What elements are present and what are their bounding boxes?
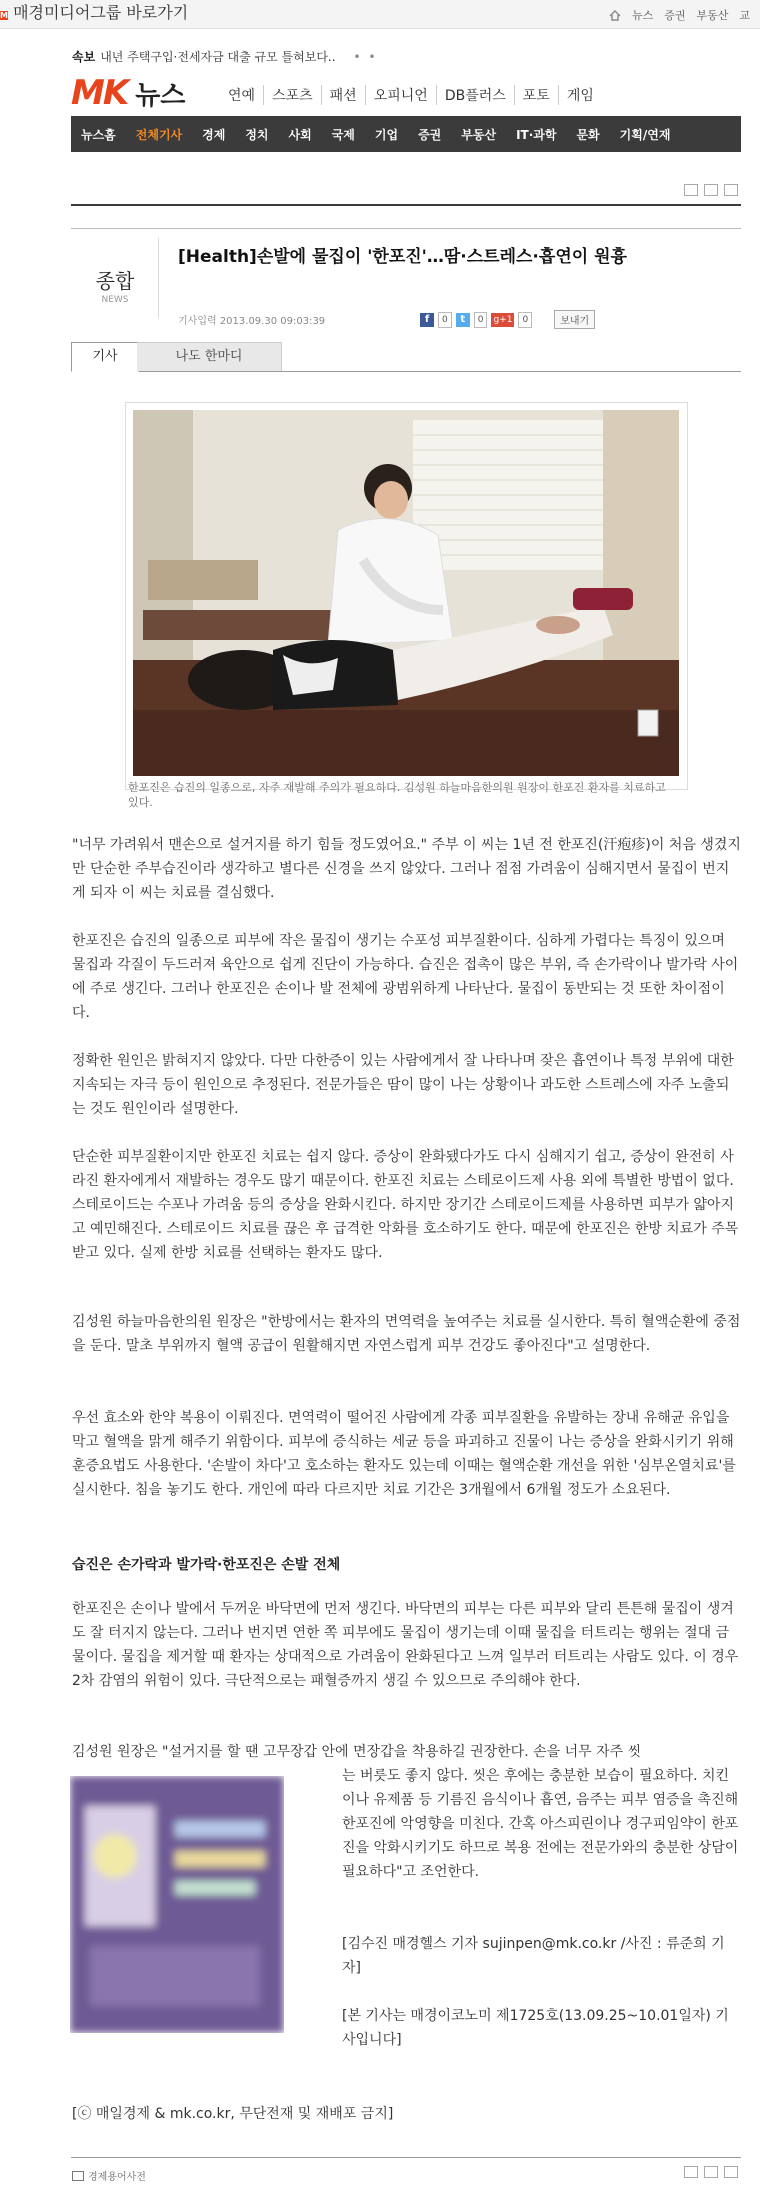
advertisement-image xyxy=(70,1776,284,2033)
dictionary-link[interactable] xyxy=(72,2168,146,2183)
article-source-note: [본 기사는 매경이코노미 제1725호(13.09.25~10.01일자) 기사입니다] xyxy=(342,2008,729,2048)
mainnav-item[interactable]: 국제 xyxy=(331,127,355,142)
mainnav-item[interactable]: 정치 xyxy=(245,127,269,142)
subnav-item[interactable]: 오피니언 xyxy=(365,85,436,105)
paragraph-6: 우선 효소와 한약 복용이 이뤄진다. 면역력이 떨어진 사람에게 각종 피부질환을 유발하는 장내 유해균 유입을 막고 혈액을 맑게 해주기 위함이다. 피부에 증식하는 세균 등을 파괴하고 진물이 나는 증상을 완화시키기 위해 훈증요법도 사용한다. '손발이 차다'고 호소하는 환자도 있는데 이때는 혈액순환 개선을 위한 '심부온열치료'를 실시한다. 침을 놓기도 한다. 개인에 따라 다르지만 치료 기간은 3개월에서 6개월 정도가 소요된다. xyxy=(72,1410,736,1498)
paragraph-5: 김성원 하늘마음한의원 원장은 "한방에서는 환자의 면역력을 높여주는 치료를 실시한다. 특히 혈액순환에 중점을 둔다. 말초 부위까지 혈액 공급이 원활해지면 자연스럽게 피부 건강도 좋아진다"고 설명한다. xyxy=(72,1314,741,1354)
treatment-scene-image xyxy=(133,410,679,776)
article-tools xyxy=(684,184,738,196)
advertisement-banner[interactable] xyxy=(70,1776,284,2033)
paragraph-3: 정확한 원인은 밝혀지지 않았다. 다만 다한증이 있는 사람에게서 잘 나타나며 잦은 흡연이나 특정 부위에 대한 지속되는 자극 등이 원인으로 추정된다. 전문가들은 땀이 많이 나는 상황이나 과도한 스트레스에 자주 노출되는 것도 원인이라 설명한다. xyxy=(72,1053,734,1117)
divider-thin xyxy=(71,228,741,229)
tab-article[interactable]: 기사 xyxy=(71,342,139,372)
main-nav xyxy=(71,116,741,152)
subnav-item[interactable]: 게임 xyxy=(558,85,602,105)
send-button[interactable]: 보내기 xyxy=(554,310,595,329)
mainnav-item[interactable]: 경제 xyxy=(202,127,226,142)
document-icon[interactable] xyxy=(724,2166,738,2178)
dictionary-link-label: 경제용어사전 xyxy=(88,2172,146,2183)
toplink-realestate[interactable]: 부동산 xyxy=(696,9,729,22)
paragraph-1: "너무 가려워서 맨손으로 설거지를 하기 힘들 정도였어요." 주부 이 씨는 1년 전 한포진(汗疱疹)이 처음 생겼지만 단순한 주부습진이라 생각하고 별다른 신경을 쓰지 않았다. 그러나 점점 가려움이 심해지면서 물집이 번지게 되자 이 씨는 치료를 결심했다. xyxy=(72,837,741,901)
print-icon[interactable] xyxy=(684,2166,698,2178)
top-utility-content xyxy=(0,0,760,28)
article-tabs xyxy=(71,342,741,372)
mainnav-item[interactable]: 기업 xyxy=(374,127,399,142)
mainnav-item[interactable]: 사회 xyxy=(288,127,312,142)
copyright-notice: [ⓒ 매일경제 & mk.co.kr, 무단전재 및 재배포 금지] xyxy=(72,2106,394,2122)
email-icon[interactable] xyxy=(704,2166,718,2178)
twitter-icon[interactable]: t xyxy=(456,313,470,327)
mainnav-item[interactable]: IT·과학 xyxy=(516,127,557,142)
facebook-count: 0 xyxy=(438,312,452,328)
article-byline: [김수진 매경헬스 기자 sujinpen@mk.co.kr /사진 : 류준희 기자] xyxy=(342,1936,725,1976)
mainnav-item-active[interactable]: 전체기사 xyxy=(135,127,183,142)
subnav-item[interactable]: 패션 xyxy=(321,85,365,105)
group-link[interactable] xyxy=(0,0,188,23)
toplink-stock[interactable]: 증권 xyxy=(664,9,686,22)
email-icon[interactable] xyxy=(704,184,718,196)
footer-divider xyxy=(71,2157,741,2158)
mainnav-item[interactable]: 증권 xyxy=(418,127,442,142)
tab-comments[interactable]: 나도 한마디 xyxy=(137,342,282,371)
mainnav-item[interactable]: 부동산 xyxy=(461,127,497,142)
breaking-text: 내년 주택구입·전세자금 대출 규모 틀혀보다.. xyxy=(100,50,336,64)
logo-news: 뉴스 xyxy=(135,81,186,111)
toplink-news[interactable]: 뉴스 xyxy=(631,9,654,22)
breaking-label: 속보 xyxy=(72,50,96,64)
subnav-item[interactable]: 연예 xyxy=(228,88,256,104)
mainnav-item[interactable]: 문화 xyxy=(576,127,600,142)
section-label: 종합 xyxy=(95,269,135,293)
group-link-label: 매경미디어그룹 바로가기 xyxy=(13,3,189,22)
mainnav-item[interactable]: 뉴스홈 xyxy=(81,127,116,142)
print-icon[interactable] xyxy=(684,184,698,196)
document-icon[interactable] xyxy=(724,184,738,196)
home-icon[interactable] xyxy=(609,10,621,21)
photo-caption: 한포진은 습진의 일종으로, 자주 재발해 주의가 필요하다. 김성원 하늘마음한의원 원장이 한포진 환자를 치료하고 있다. xyxy=(128,781,666,809)
toplink-more[interactable]: 교 xyxy=(739,9,750,22)
header-divider xyxy=(158,238,159,318)
paragraph-2: 한포진은 습진의 일종으로 피부에 작은 물집이 생기는 수포성 피부질환이다. 심하게 가렵다는 특징이 있으며 물집과 각질이 두드러져 육안으로 쉽게 진단이 가능하다. 습진은 접촉이 많은 부위, 즉 손가락이나 발가락 사이에 주로 생긴다. 그러나 한포진은 손이나 발 전체에 광범위하게 나타난다. 물집이 동반되는 것 또한 차이점이다. xyxy=(72,933,739,1021)
dictionary-icon xyxy=(72,2171,84,2181)
site-logo[interactable] xyxy=(71,73,186,113)
article-headline: [Health]손발에 물집이 '한포진'…땀·스트레스·흡연이 원흉 xyxy=(178,247,627,267)
social-share xyxy=(420,310,595,329)
paragraph-7: 한포진은 손이나 발에서 두꺼운 바닥면에 먼저 생긴다. 바닥면의 피부는 다른 피부와 달리 튼튼해 물집이 생겨도 잘 터지지 않는다. 그러나 번지면 연한 쪽 피부에도 물집이 생기는데 이때 물집을 터트리는 행위는 절대 금물이다. 물집을 제거할 때 환자는 상대적으로 가려움이 완화된다고 느껴 일부러 터트리는 사람도 있다. 이 경우 2차 감염의 위험이 있다. 극단적으로는 패혈증까지 생길 수 있으므로 주의해야 한다. xyxy=(72,1601,739,1689)
logo-mk: MK xyxy=(71,73,128,113)
twitter-count: 0 xyxy=(474,312,488,328)
subnav-item[interactable]: 스포츠 xyxy=(263,85,321,105)
divider-thick xyxy=(71,204,741,206)
mainnav-item[interactable]: 기획/연재 xyxy=(619,127,671,142)
gplus-icon[interactable]: g+1 xyxy=(493,314,513,325)
article-photo xyxy=(133,410,679,776)
sub-nav xyxy=(228,85,602,105)
top-links xyxy=(609,7,750,23)
breaking-news[interactable] xyxy=(72,48,378,65)
article-subheading: 습진은 손가락과 발가락·한포진은 손발 전체 xyxy=(72,1557,341,1573)
article-date: 기사입력 2013.09.30 09:03:39 xyxy=(178,316,326,327)
mk-mini-logo-icon: M xyxy=(0,11,8,20)
gplus-count: 0 xyxy=(518,312,532,328)
paragraph-8-rest: 는 버릇도 좋지 않다. 씻은 후에는 충분한 보습이 필요하다. 치킨이나 유제품 등 기름진 음식이나 흡연, 음주는 피부 염증을 촉진해 한포진에 악영향을 미친다. 간혹 아스피린이나 경구피임약이 한포진을 악화시키기도 하므로 복용 전에는 전문가와의 충분한 상담이 필요하다"고 조언한다. xyxy=(342,1768,739,1880)
paragraph-8-intro: 김성원 원장은 "설거지를 할 땐 고무장갑 안에 면장갑을 착용하길 권장한다. 손을 너무 자주 씻 xyxy=(72,1744,642,1760)
facebook-icon[interactable]: f xyxy=(420,313,434,327)
section-sub-label: NEWS xyxy=(101,295,129,305)
breaking-pager[interactable]: • • xyxy=(353,50,378,64)
article-tools-bottom xyxy=(684,2166,738,2178)
subnav-item[interactable]: DB플러스 xyxy=(436,85,514,105)
paragraph-4: 단순한 피부질환이지만 한포진 치료는 쉽지 않다. 증상이 완화됐다가도 다시 심해지기 쉽고, 증상이 완전히 사라진 환자에게서 재발하는 경우도 많기 때문이다. 한포진 치료는 스테로이드제 사용 외에 특별한 방법이 없다. 스테로이드는 수포나 가려움 등의 증상을 완화시킨다. 하지만 장기간 스테로이드제를 사용하면 피부가 얇아지고 예민해진다. 스테로이드 치료를 끊은 후 급격한 악화를 호소하기도 한다. 때문에 한포진은 한방 치료가 주목받고 있다. 실제 한방 치료를 선택하는 환자도 많다. xyxy=(72,1149,739,1261)
subnav-item[interactable]: 포토 xyxy=(514,85,558,105)
